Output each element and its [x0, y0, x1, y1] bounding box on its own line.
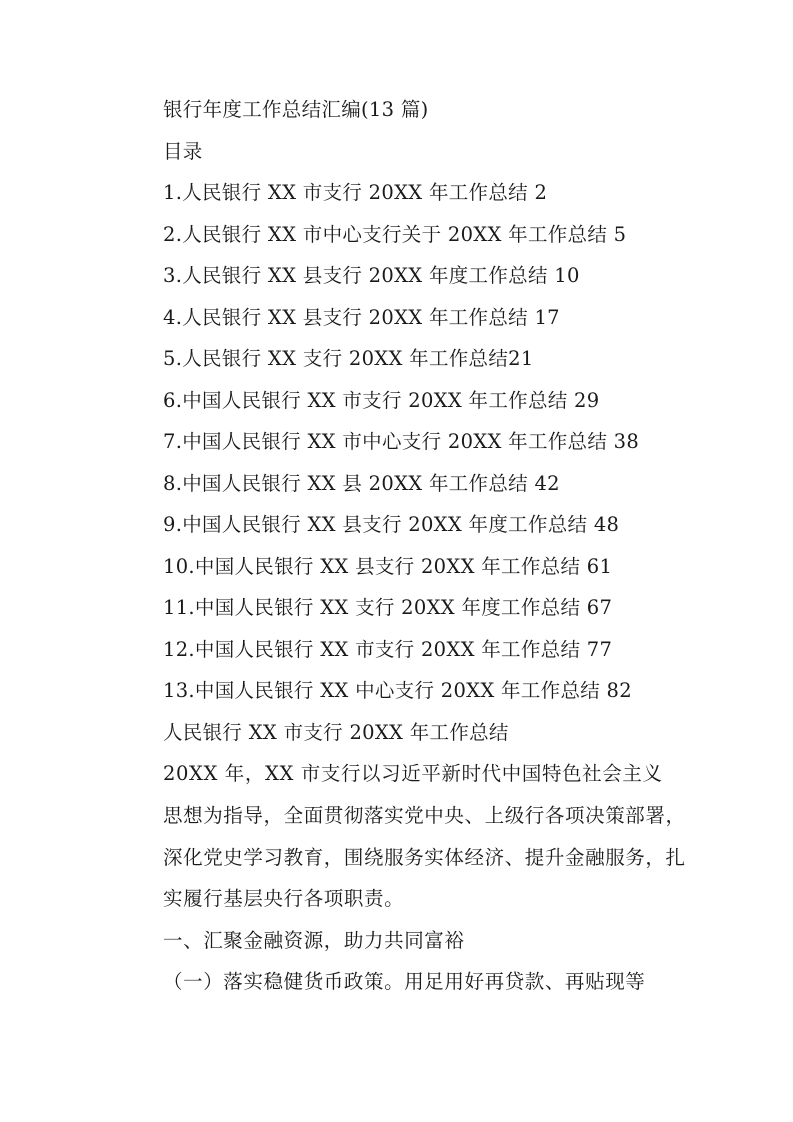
- section-heading: 一、汇聚金融资源，助力共同富裕: [163, 929, 465, 952]
- body-line: 实履行基层央行各项职责。: [163, 887, 405, 910]
- section-title: 人民银行 XX 市支行 20XX 年工作总结: [163, 721, 509, 744]
- sub-heading: （一）落实稳健货币政策。用足用好再贷款、再贴现等: [163, 970, 646, 993]
- body-line: 思想为指导，全面贯彻落实党中央、上级行各项决策部署，: [163, 804, 686, 827]
- toc-entry[interactable]: 9.中国人民银行 XX 县支行 20XX 年度工作总结 48: [163, 513, 620, 536]
- toc-entry[interactable]: 8.中国人民银行 XX 县 20XX 年工作总结 42: [163, 472, 560, 495]
- body-line: 深化党史学习教育，围绕服务实体经济、提升金融服务，扎: [163, 846, 686, 869]
- toc-entry[interactable]: 11.中国人民银行 XX 支行 20XX 年度工作总结 67: [163, 596, 613, 619]
- toc-heading: 目录: [163, 140, 203, 163]
- toc-entry[interactable]: 1.人民银行 XX 市支行 20XX 年工作总结 2: [163, 181, 548, 204]
- toc-entry[interactable]: 3.人民银行 XX 县支行 20XX 年度工作总结 10: [163, 264, 580, 287]
- toc-entry[interactable]: 6.中国人民银行 XX 市支行 20XX 年工作总结 29: [163, 389, 600, 412]
- toc-entry[interactable]: 13.中国人民银行 XX 中心支行 20XX 年工作总结 82: [163, 679, 632, 702]
- body-line: 20XX 年，XX 市支行以习近平新时代中国特色社会主义: [163, 762, 663, 785]
- toc-entry[interactable]: 12.中国人民银行 XX 市支行 20XX 年工作总结 77: [163, 638, 613, 661]
- toc-entry[interactable]: 4.人民银行 XX 县支行 20XX 年工作总结 17: [163, 306, 560, 329]
- toc-entry[interactable]: 10.中国人民银行 XX 县支行 20XX 年工作总结 61: [163, 555, 613, 578]
- toc-entry[interactable]: 7.中国人民银行 XX 市中心支行 20XX 年工作总结 38: [163, 430, 640, 453]
- toc-entry[interactable]: 5.人民银行 XX 支行 20XX 年工作总结21: [163, 347, 534, 370]
- document-title: 银行年度工作总结汇编(13 篇): [163, 98, 429, 121]
- toc-entry[interactable]: 2.人民银行 XX 市中心支行关于 20XX 年工作总结 5: [163, 223, 627, 246]
